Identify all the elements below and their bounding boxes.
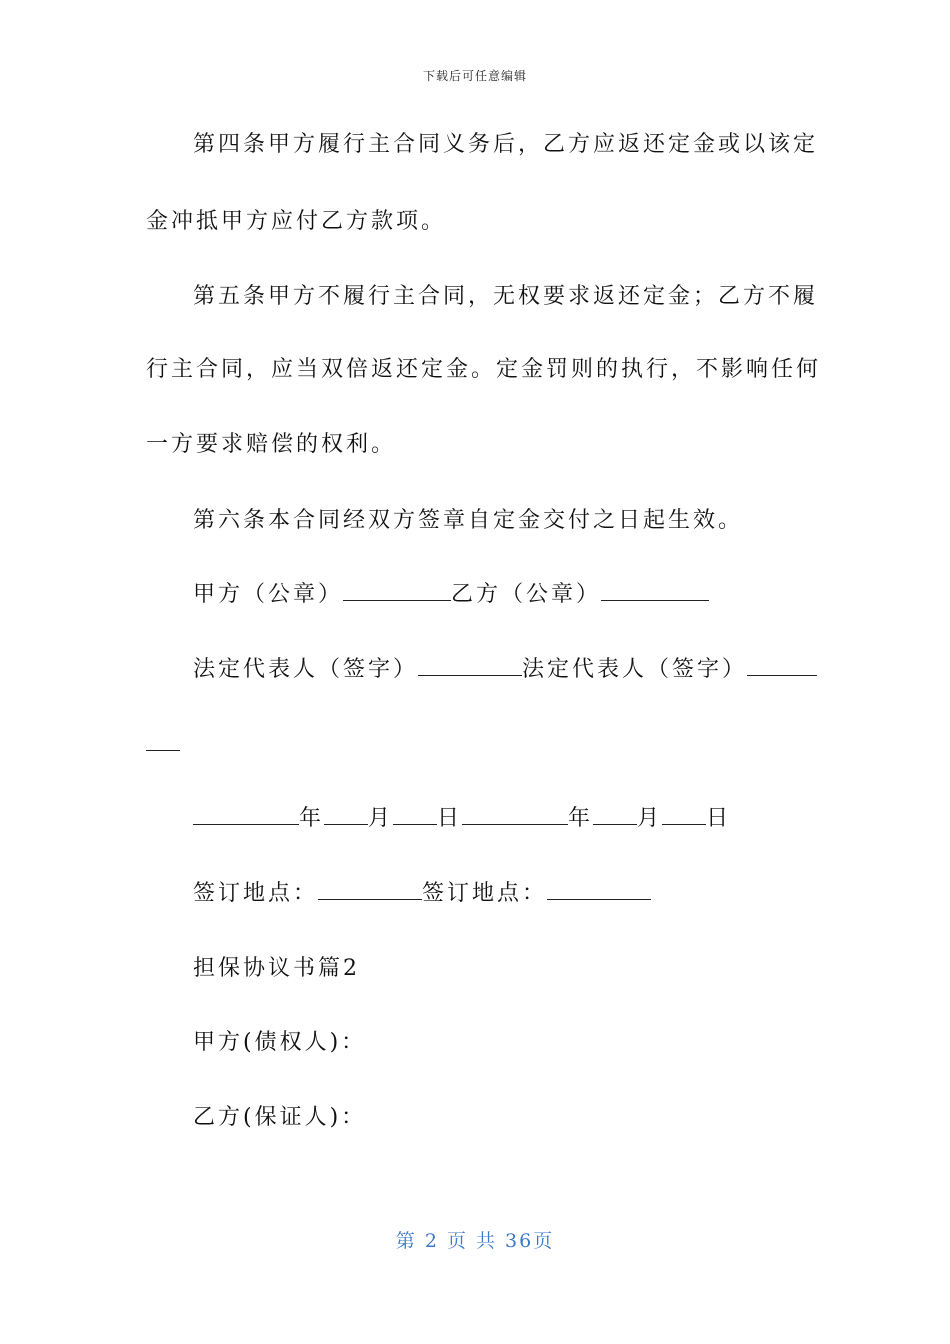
article-5-line-1: 第五条甲方不履行主合同，无权要求返还定金；乙方不履: [193, 284, 819, 309]
date-b-year-label: 年: [568, 806, 594, 831]
sign-place-line: [193, 879, 651, 909]
date-b-day-label: 日: [706, 806, 732, 831]
date-line: [193, 804, 731, 834]
party-a-seal-label: 甲方（公章）: [193, 582, 344, 607]
party-b-seal-blank: [601, 580, 709, 601]
article-4-line-2: 金冲抵甲方应付乙方款项。: [146, 209, 447, 234]
page-header-note: 下载后可任意编辑: [422, 69, 527, 83]
date-a-year-label: 年: [299, 806, 325, 831]
sign-place-a-label: 签订地点：: [193, 881, 319, 906]
date-a-year-blank: [193, 804, 299, 825]
seal-line: [193, 580, 709, 610]
article-4-line-1: 第四条甲方履行主合同义务后，乙方应返还定金或以该定: [193, 132, 819, 157]
date-b-month-blank: [593, 804, 637, 825]
legal-rep-b-blank: [747, 655, 817, 676]
date-b-day-blank: [662, 804, 706, 825]
date-a-day-blank: [393, 804, 437, 825]
party-a-seal-blank: [343, 580, 451, 601]
date-b-month-label: 月: [637, 806, 663, 831]
article-6-line-1: 第六条本合同经双方签章自定金交付之日起生效。: [193, 508, 744, 533]
date-a-month-label: 月: [368, 806, 394, 831]
party-b-guarantor-label: 乙方(保证人)：: [193, 1105, 367, 1130]
legal-rep-blank-continued: [146, 730, 180, 760]
sign-place-b-label: 签订地点：: [422, 881, 548, 906]
date-a-month-blank: [324, 804, 368, 825]
party-a-creditor-label: 甲方(债权人)：: [193, 1030, 367, 1055]
legal-rep-a-blank: [418, 655, 522, 676]
page-number-footer: 第 2 页 共 36页: [395, 1230, 555, 1252]
section-title: 担保协议书篇2: [193, 956, 360, 981]
legal-rep-a-label: 法定代表人（签字）: [193, 657, 419, 682]
party-b-seal-label: 乙方（公章）: [451, 582, 602, 607]
date-b-year-blank: [462, 804, 568, 825]
legal-rep-b-blank-continued: [146, 730, 180, 751]
article-5-line-3: 一方要求赔偿的权利。: [146, 432, 397, 457]
legal-rep-b-label: 法定代表人（签字）: [522, 657, 748, 682]
date-a-day-label: 日: [437, 806, 463, 831]
sign-place-a-blank: [318, 879, 422, 900]
sign-place-b-blank: [547, 879, 651, 900]
article-5-line-2: 行主合同，应当双倍返还定金。定金罚则的执行，不影响任何: [146, 357, 822, 382]
legal-rep-line: [193, 655, 817, 685]
